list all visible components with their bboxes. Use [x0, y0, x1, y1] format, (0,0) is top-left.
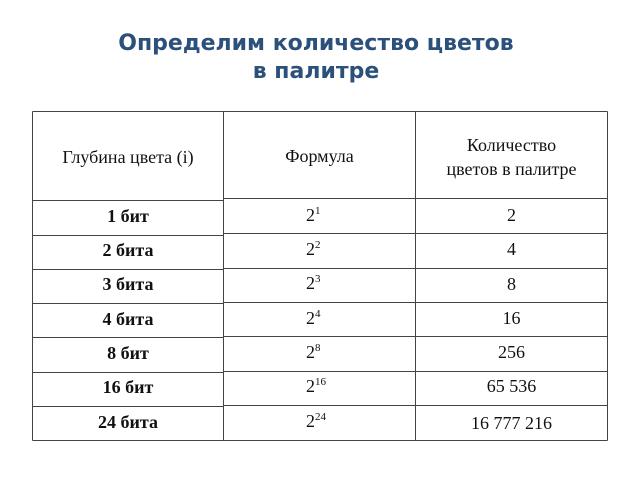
formula-cell — [306, 342, 356, 362]
formula-cell — [306, 411, 356, 431]
formula-cell — [306, 239, 356, 259]
formula-exponent: 1 — [315, 205, 321, 217]
count-cell: 4 — [507, 239, 516, 259]
formula-base: 2 — [306, 239, 315, 259]
formula-base: 2 — [306, 308, 315, 328]
count-cell: 8 — [507, 274, 516, 294]
formula-exponent: 4 — [315, 308, 321, 320]
depth-cell: 16 бит — [102, 377, 154, 397]
formula-exponent: 3 — [315, 273, 321, 285]
header-palette-count — [416, 133, 607, 181]
header-color-depth: Глубина цвета (i) — [62, 147, 194, 167]
depth-cell: 8 бит — [107, 343, 149, 363]
count-cell: 2 — [507, 205, 516, 225]
formula-cell — [306, 205, 356, 225]
count-cell: 65 536 — [486, 376, 537, 396]
formula-exponent: 2 — [315, 239, 321, 251]
formula-base: 2 — [306, 376, 315, 396]
count-cell: 16 — [502, 308, 521, 328]
formula-base: 2 — [306, 342, 315, 362]
depth-cell: 3 бита — [102, 274, 154, 294]
depth-cell: 4 бита — [102, 309, 154, 329]
header-count-line-1: Количество — [466, 135, 557, 155]
header-count-line-2: цветов в палитре — [446, 159, 577, 179]
count-cell: 256 — [498, 342, 525, 362]
formula-exponent: 24 — [315, 411, 326, 423]
title-line-1: Определим количество цветов — [118, 31, 514, 56]
depth-cell: 24 бита — [98, 412, 158, 432]
header-formula: Формула — [285, 146, 354, 166]
formula-cell — [306, 376, 356, 396]
formula-cell — [306, 308, 356, 328]
depth-cell: 1 бит — [107, 206, 149, 226]
formula-exponent: 8 — [315, 342, 321, 354]
formula-base: 2 — [306, 273, 315, 293]
formula-base: 2 — [306, 411, 315, 431]
count-cell: 16 777 216 — [471, 413, 552, 433]
depth-cell: 2 бита — [102, 240, 154, 260]
formula-cell — [306, 273, 356, 293]
formula-base: 2 — [306, 205, 315, 225]
formula-exponent: 16 — [315, 376, 326, 388]
title-line-2: в палитре — [252, 59, 380, 84]
